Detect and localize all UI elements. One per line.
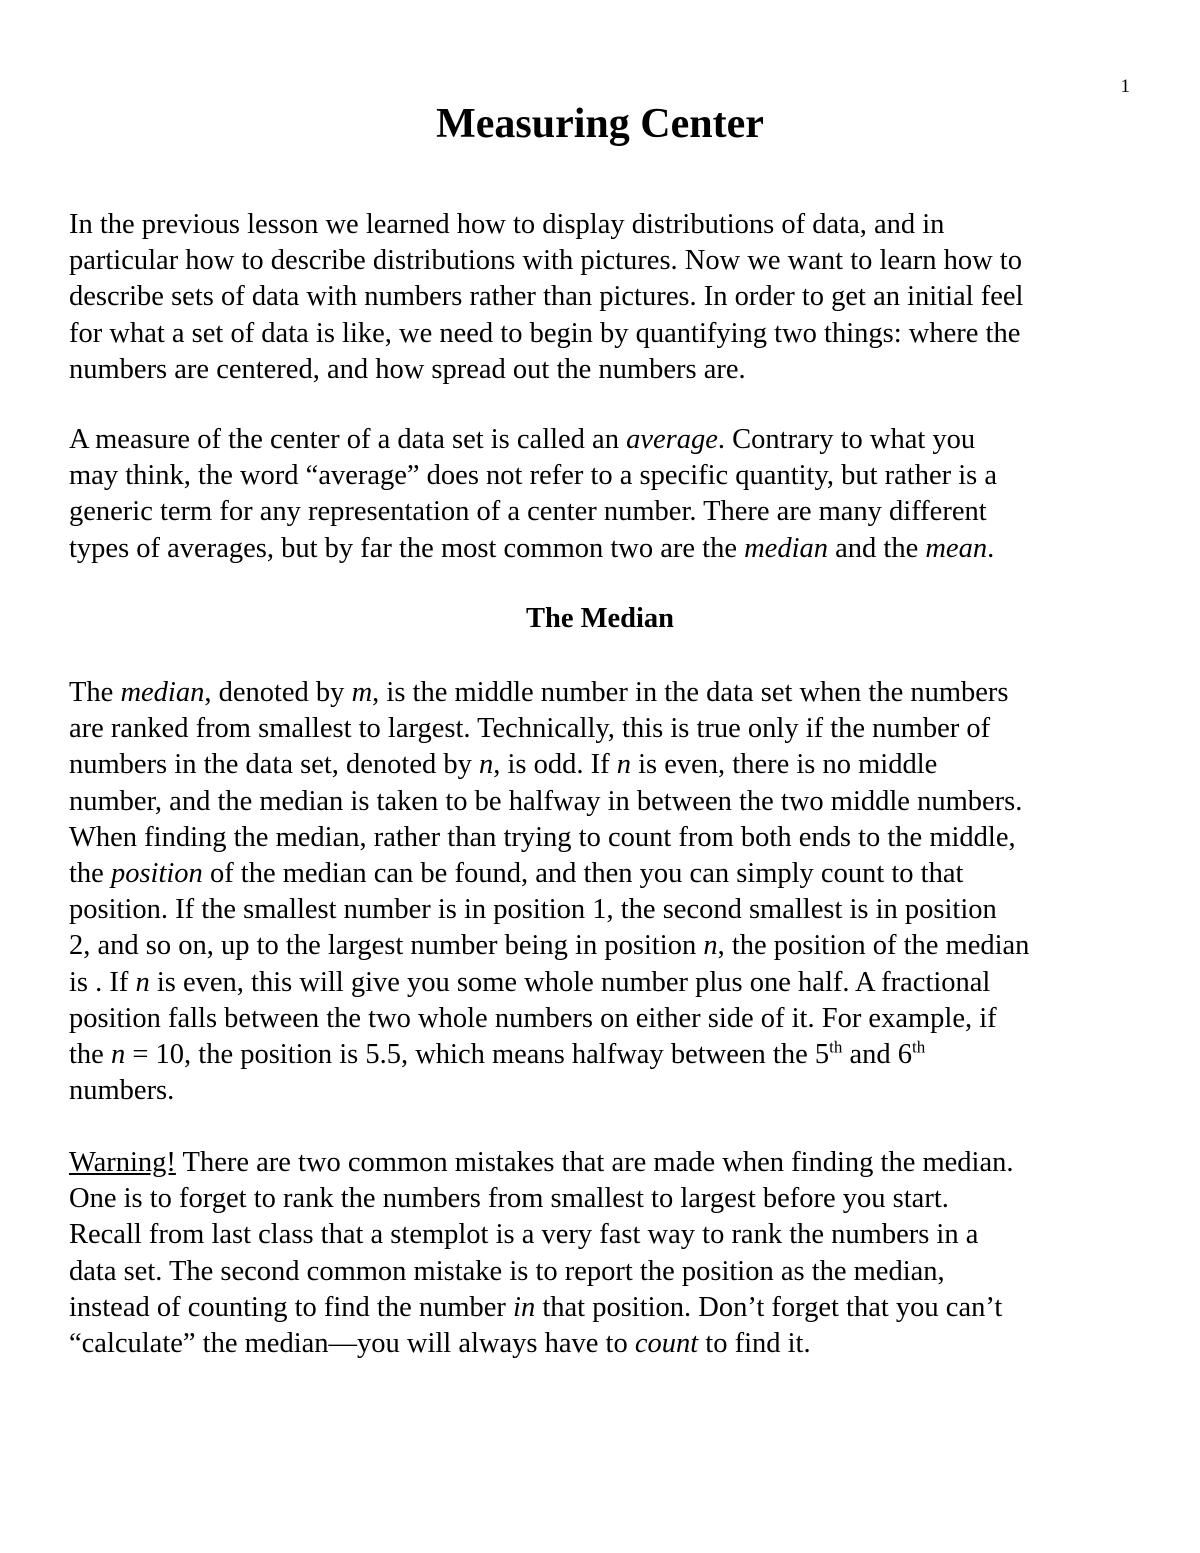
median-paragraph: [69, 675, 1135, 1109]
text-line: One is to forget to rank the numbers from smallest to largest before you start.: [69, 1183, 949, 1215]
text-line: for what a set of data is like, we need to begin by quantifying two things: where the: [69, 317, 1021, 349]
text-line: Warning! There are two common mistakes that are made when finding the median.: [69, 1147, 1014, 1178]
term-average: average: [626, 424, 718, 455]
text-line: position falls between the two whole numbers on either side of it. For example, if: [69, 1002, 997, 1034]
text-line: A measure of the center of a data set is called an average. Contrary to what you: [69, 424, 976, 455]
intro-paragraph: [69, 207, 1135, 388]
term-mean: mean: [925, 532, 988, 564]
text-line: When finding the median, rather than trying to count from both ends to the middle,: [69, 821, 1016, 853]
text-line: may think, the word “average” does not refer to a specific quantity, but rather is a: [69, 460, 998, 492]
text-line: numbers are centered, and how spread out the numbers are.: [69, 353, 746, 385]
text-line: the n = 10, the position is 5.5, which means halfway between the 5th and 6th: [69, 1037, 926, 1071]
warning-label: Warning!: [69, 1147, 176, 1178]
text-line: the position of the median can be found, and then you can simply count to that: [69, 858, 964, 890]
text-line: generic term for any representation of a center number. There are many different: [69, 496, 987, 528]
page-title: Measuring Center: [436, 101, 764, 147]
text-line: numbers in the data set, denoted by n, is odd. If n is even, there is no middle: [69, 749, 938, 781]
section-heading-median: The Median: [525, 603, 675, 634]
text-line: Recall from last class that a stemplot is a very fast way to rank the numbers in a: [69, 1219, 979, 1251]
text-line: position. If the smallest number is in position 1, the second smallest is in position: [69, 894, 997, 926]
text-line: number, and the median is taken to be halfway in between the two middle numbers.: [69, 785, 1023, 817]
text-line: In the previous lesson we learned how to display distributions of data, and in: [69, 209, 945, 240]
text-line: types of averages, but by far the most common two are the median and the mean.: [69, 532, 995, 564]
text-line: instead of counting to find the number in that position. Don’t forget that you can’t: [69, 1291, 1003, 1323]
text-line: numbers.: [69, 1075, 175, 1107]
warning-paragraph: [69, 1145, 1135, 1362]
text-line: 2, and so on, up to the largest number being in position n, the position of the median: [69, 930, 1030, 962]
average-paragraph: [69, 422, 1135, 567]
text-line: are ranked from smallest to largest. Technically, this is true only if the number of: [69, 713, 991, 745]
text-line: The median, denoted by m, is the middle number in the data set when the numbers: [69, 677, 1009, 708]
text-line: “calculate” the median—you will always have to count to find it.: [69, 1328, 811, 1360]
term-median: median: [744, 532, 828, 564]
text-line: data set. The second common mistake is to report the position as the median,: [69, 1255, 945, 1287]
page-number: 1: [1120, 76, 1130, 97]
text-line: describe sets of data with numbers rather than pictures. In order to get an initial feel: [69, 281, 1024, 313]
text-line: particular how to describe distributions with pictures. Now we want to learn how to: [69, 245, 1022, 277]
text-line: is . If n is even, this will give you some whole number plus one half. A fractional: [69, 966, 991, 998]
